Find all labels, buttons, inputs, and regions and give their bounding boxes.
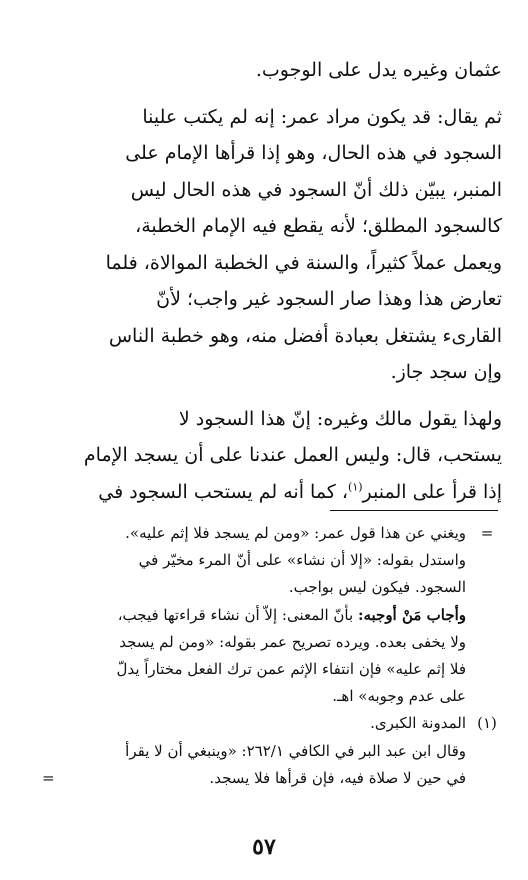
text-line: ولهذا يقول مالك وغيره: إنّ هذا السجود لا — [178, 407, 502, 430]
footnote-line: على عدم وجوبه» اهـ. — [332, 687, 466, 706]
footnote-text: ويغني عن هذا قول عمر: «ومن لم يسجد فلا إثم عليه». — [125, 524, 466, 542]
text-line: تعارض هذا وهذا صار السجود غير واجب؛ لأنّ — [156, 288, 502, 310]
page-number: ٥٧ — [252, 834, 276, 860]
text-line: وإن سجد جاز. — [390, 361, 502, 383]
footnotes — [28, 520, 502, 792]
continuation-mark: = — [480, 524, 494, 542]
text-line: يستحب، قال: وليس العمل عندنا على أن يسجد الإمام — [83, 444, 502, 466]
text-line — [28, 474, 502, 511]
text-line: عثمان وغيره يدل على الوجوب. — [255, 59, 502, 81]
footnote-line: وقال ابن عبد البر في الكافي ٢٦٢/١: «وينبغي أن لا يقرأ — [125, 741, 466, 760]
text-line: ويعمل عملاً كثيراً، والسنة في الخطبة الموالاة، فلما — [105, 251, 502, 274]
footnote-line: واستدل بقوله: «إلا أن نشاء» على أنّ المرء مخيّر في — [138, 551, 466, 570]
footnote-bold-label: وأجاب مَنْ أوجبه: — [357, 605, 466, 624]
text-line: المنبر، يبيّن ذلك أنّ السجود في هذه الحال ليس — [130, 178, 502, 201]
paragraph-1 — [28, 52, 502, 89]
footnote-line: فلا إثم عليه» فإن انتفاء الإثم عمن ترك الفعل مختاراً يدلّ — [116, 660, 466, 679]
footnote-text: في حين لا صلاة فيه، فإن قرأها فلا يسجد. — [209, 768, 466, 787]
footnote-line — [28, 520, 502, 547]
main-text — [28, 52, 502, 510]
text-fragment: ، — [335, 480, 349, 503]
footnote-reference[interactable]: (١) — [348, 480, 363, 494]
text-line: القارىء يشتغل بعبادة أفضل منه، وهو خطبة الناس — [108, 324, 502, 347]
footnote-line — [28, 710, 502, 737]
footnote-line — [28, 765, 502, 792]
footnote-line: السجود. فيكون ليس بواجب. — [288, 578, 466, 597]
footnote-number: (١) — [477, 714, 497, 733]
footnote-line: ولا يخفى بعده. ويرده تصريح عمر بقوله: «ومن لم يسجد — [119, 632, 466, 651]
footnote-separator — [330, 510, 498, 511]
text-fragment: إذا قرأ على المنبر — [362, 480, 502, 503]
footnote-text: بأنّ المعنى: إلاّ أن نشاء قراءتها فيجب، — [117, 605, 354, 624]
text-line: السجود في هذه الحال، وهو إذا قرأها الإمام على — [125, 142, 502, 164]
footnote-line — [28, 602, 502, 629]
text-line: كالسجود المطلق؛ لأنه يقطع فيه الإمام الخطبة، — [135, 215, 502, 237]
paragraph-3 — [28, 401, 502, 511]
text-line: ثم يقال: قد يكون مراد عمر: إنه لم يكتب علينا — [142, 105, 502, 128]
paragraph-2 — [28, 99, 502, 391]
text-fragment: كما أنه لم يستحب السجود في — [98, 480, 336, 503]
continuation-mark: = — [42, 768, 55, 787]
footnote-text: المدونة الكبرى. — [370, 714, 466, 733]
